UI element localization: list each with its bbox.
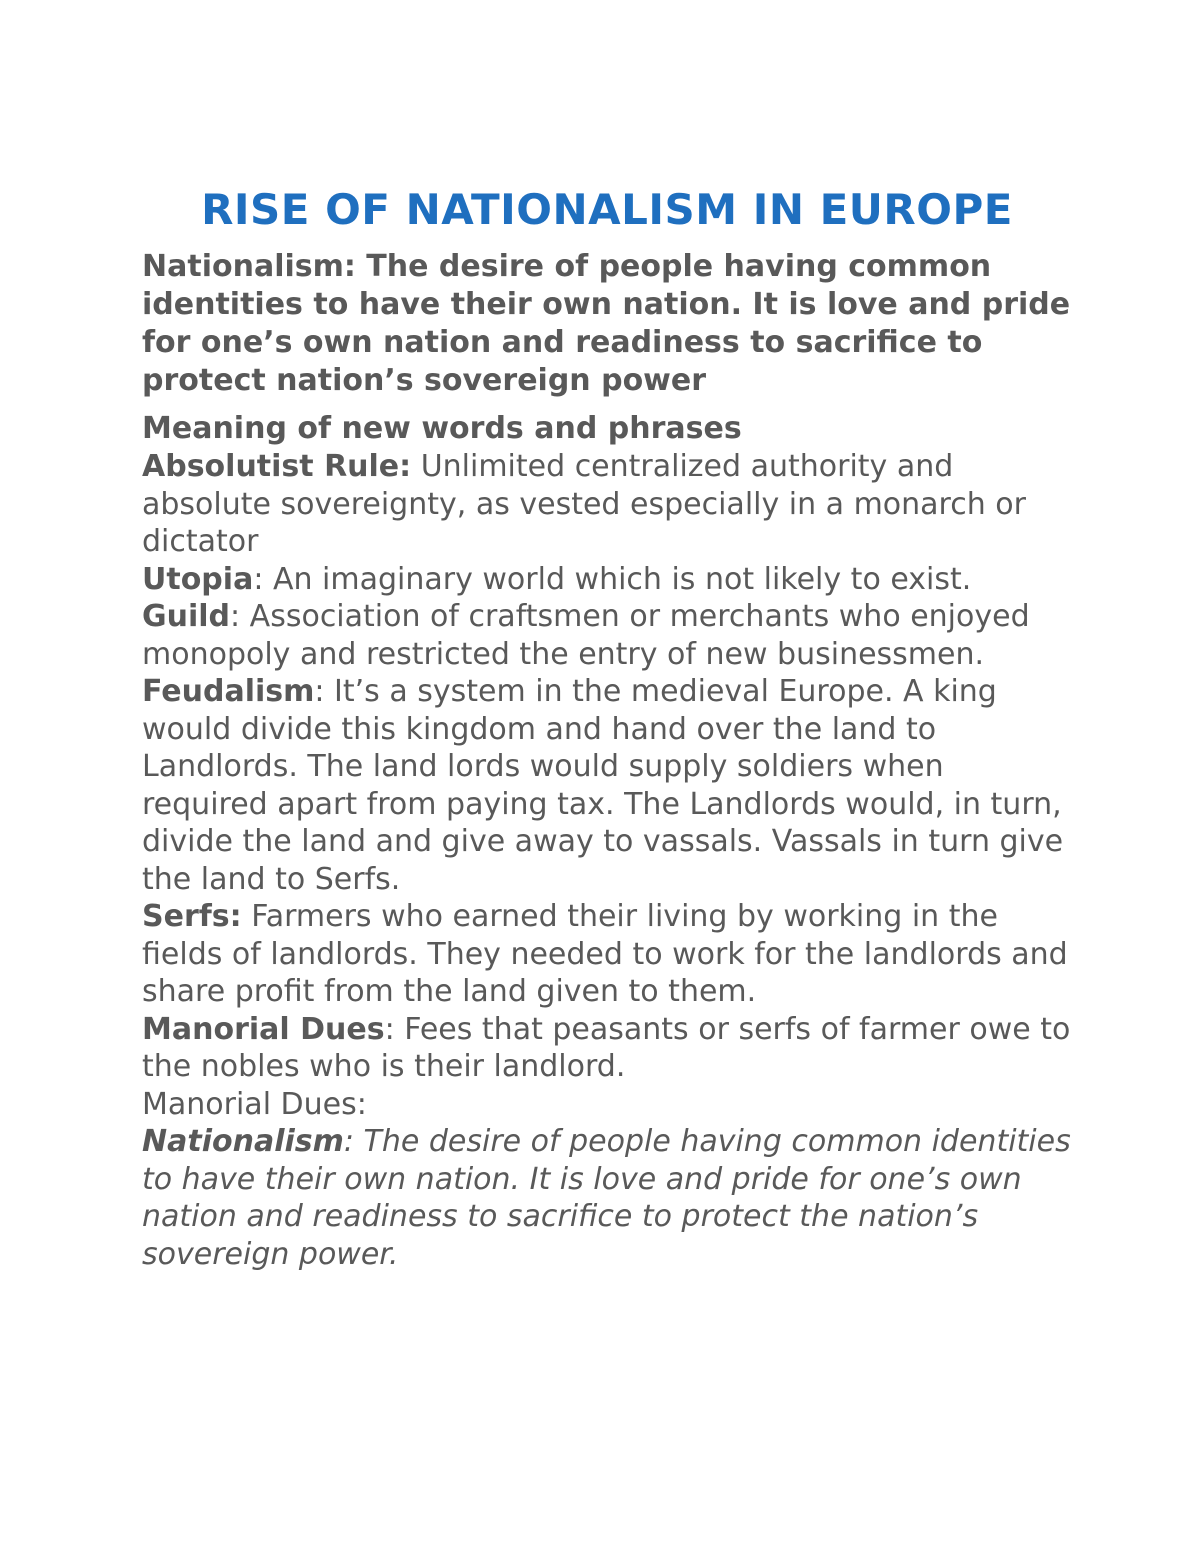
glossary-item-serfs bbox=[142, 898, 1072, 1011]
glossary-definition: Fees that peasants or serfs of farmer owe to the nobles who is their landlord. bbox=[142, 1011, 1071, 1084]
glossary-separator: : bbox=[253, 561, 264, 597]
glossary-term: Serfs: bbox=[142, 899, 242, 934]
glossary-term: Guild bbox=[142, 599, 231, 634]
glossary-definition: Unlimited centralized authority and absolute sovereignty, as vested especially in a monarch or dictator bbox=[142, 449, 1026, 559]
glossary-definition: Association of craftsmen or merchants who enjoyed monopoly and restricted the entry of new businessmen. bbox=[142, 599, 1030, 672]
section-heading: Meaning of new words and phrases bbox=[142, 411, 742, 446]
manorial-dues-line: Manorial Dues: bbox=[142, 1086, 367, 1122]
glossary-item-absolutist-rule bbox=[142, 448, 1072, 561]
glossary-definition: An imaginary world which is not likely to exist. bbox=[263, 561, 972, 597]
glossary-term: Utopia bbox=[142, 561, 254, 597]
glossary-definition: It’s a system in the medieval Europe. A king would divide this kingdom and hand over the land to Landlords. The land lords would supply soldiers when required apart from paying tax. The Landlords would, in turn, divide the land and give away to vassals. Vassals in turn give the land to Serfs. bbox=[142, 674, 1064, 897]
document-title: RISE OF NATIONALISM IN EUROPE bbox=[201, 185, 1013, 234]
document-page bbox=[142, 184, 1072, 1273]
glossary-separator: : bbox=[314, 674, 325, 709]
glossary-item-feudalism bbox=[142, 673, 1072, 898]
glossary-separator: : bbox=[384, 1011, 395, 1047]
glossary-term: Absolutist Rule: bbox=[142, 449, 412, 484]
glossary-list bbox=[142, 448, 1072, 1086]
glossary-term: Feudalism bbox=[142, 674, 315, 709]
glossary-item-utopia bbox=[142, 561, 1072, 599]
glossary-item-guild bbox=[142, 598, 1072, 673]
closing-term: Nationalism bbox=[142, 1124, 344, 1159]
glossary-item-manorial-dues bbox=[142, 1011, 1072, 1086]
glossary-definition: Farmers who earned their living by working in the fields of landlords. They needed to work for the landlords and share profit from the land given to them. bbox=[142, 899, 1068, 1009]
glossary-separator: : bbox=[230, 599, 241, 634]
closing-text: : The desire of people having common identities to have their own nation. It is love and pride for one’s own nation and readiness to sacrifice to protect the nation’s sovereign power. bbox=[142, 1124, 1071, 1272]
glossary-term: Manorial Dues bbox=[142, 1011, 385, 1047]
intro-paragraph: Nationalism: The desire of people having common identities to have their own nation. It is love and pride for one’s own nation and readiness to sacrifice to protect nation’s sovereign power bbox=[142, 249, 1071, 398]
closing-definition bbox=[142, 1123, 1072, 1273]
